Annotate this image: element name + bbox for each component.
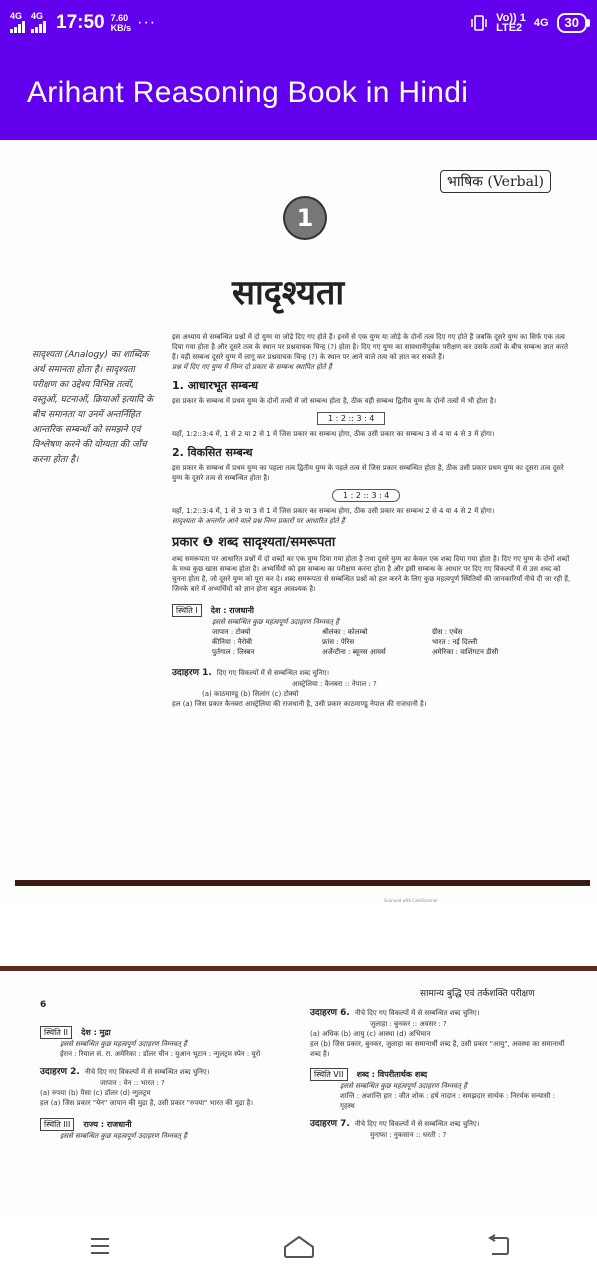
- developed-ratio-diagram: 1 : 2 :: 3 : 4: [332, 489, 400, 502]
- sim1-label: 4G: [10, 11, 23, 21]
- page2-right-column: [310, 1000, 570, 1140]
- scanner-watermark: Scanned with CamScanner: [384, 898, 438, 903]
- volte-top: Vo)) 1: [496, 11, 526, 24]
- menu-icon: [87, 1233, 113, 1259]
- app-bar: [0, 45, 597, 140]
- recent-apps-button[interactable]: [80, 1226, 120, 1266]
- example2-label: उदाहरण 2.: [40, 1067, 80, 1077]
- home-icon: [282, 1233, 316, 1259]
- example7-question: नीचे दिए गए विकल्पों में से सम्बन्धित शब्द चुनिए।: [354, 1120, 480, 1128]
- example1-label: उदाहरण 1.: [172, 668, 212, 678]
- scanned-content[interactable]: [0, 140, 597, 1212]
- situation1-title: देश : राजधानी: [210, 606, 255, 615]
- page2-number: 6: [40, 1000, 47, 1010]
- example2-question: नीचे दिए गए विकल्पों में से सम्बन्धित शब्द चुनिए।: [84, 1068, 210, 1076]
- basic-relation-text: इस प्रकार के सम्बन्ध में प्रथम युग्म के दोनों तत्वों में जो सम्बन्ध होता है, ठीक वही सम्बन्ध द्वितीय युग्म के दोनों तत्वों में भी होता है।: [172, 397, 497, 405]
- page2-left-column: [40, 1020, 290, 1141]
- page-bottom-rule: [15, 880, 590, 886]
- example1-question: दिए गए विकल्पों में से सम्बन्धित शब्द चुनिए।: [216, 669, 330, 677]
- example2-pair: जापान : येन :: भारत : ?: [100, 1079, 165, 1087]
- app-title: Arihant Reasoning Book in Hindi: [27, 75, 469, 109]
- example-item: ग्रीस : एथेंस: [432, 628, 463, 636]
- speed-value: 7.60: [110, 12, 129, 23]
- heading-basic-relation: 1. आधारभूत सम्बन्ध: [172, 379, 258, 392]
- situation3-title: राज्य : राजधानी: [83, 1120, 132, 1129]
- chapter-number: 1: [285, 198, 325, 238]
- example-item: जापान : टोक्यो: [212, 628, 251, 636]
- example7-pair: मुनाफा : नुकसान :: धरती : ?: [370, 1131, 447, 1139]
- sim2-label: 4G: [31, 11, 44, 21]
- example-item: फ्रांस : पेरिस: [322, 638, 355, 646]
- situation3-note: इससे सम्बन्धित कुछ महत्वपूर्ण उदाहरण निम्नवत् हैं: [60, 1132, 187, 1140]
- status-bar: [0, 0, 597, 45]
- page-separator: [0, 966, 597, 971]
- section-label: भाषिक (Verbal): [440, 170, 551, 193]
- battery-icon: 30: [557, 13, 587, 33]
- example1-pair: आस्ट्रेलिया : कैनबरा :: नेपाल : ?: [292, 680, 377, 688]
- vibrate-icon: [470, 14, 488, 32]
- chapter-title: सादृश्यता: [232, 273, 345, 313]
- situation2-label: स्थिति II: [40, 1026, 72, 1039]
- example-item: अर्जेन्टीना : ब्यूनस आयर्स: [322, 648, 386, 656]
- signal-sim2-icon: [31, 12, 46, 33]
- intro-column: [172, 332, 572, 709]
- situation7-label: स्थिति VII: [310, 1068, 348, 1081]
- situation2-title: देश : मुद्रा: [81, 1028, 111, 1037]
- volte-bottom: LTE2: [496, 21, 523, 34]
- speed-unit: KB/s: [110, 22, 132, 33]
- example1-options: (a) काठमाण्डू (b) सिलांग (c) टोक्यो: [202, 690, 299, 698]
- example6-label: उदाहरण 6.: [310, 1008, 350, 1018]
- basic-relation-explain: यहाँ, 1:2::3:4 में, 1 से 2 या 2 से 1 में जिस प्रकार का सम्बन्ध होगा, ठीक उसी प्रकार का सम्बन्ध 3 से 4 या 4 से 3 में होगा।: [172, 430, 495, 438]
- example-item: कीनिया : नैरोबी: [212, 638, 252, 646]
- example6-pair: जुलाहा : बुनकर :: अवसर : ?: [370, 1020, 447, 1028]
- heading-type1: प्रकार ❶ शब्द सादृश्यता/समरूपता: [172, 535, 336, 550]
- situation7-examples: शान्ति : अशान्ति हार : जीत शोक : हर्ष नादान : समझदार सार्थक : निरर्थक सन्यासी : गृहस्थ: [340, 1092, 556, 1110]
- example-item: श्रीलंका : कोलम्बो: [322, 628, 368, 636]
- intro-text: इस अध्याय से सम्बन्धित प्रश्नों में दो युग्म या जोड़े दिए गए होते हैं। इनमें से एक युग्म या जोड़े के दोनों तत्व दिए गए होते हैं जबकि दूसरे युग्म का सिर्फ एक तत्व दिया गया होता है और दूसरे तत्व के स्थान पर प्रश्नवाचक चिन्ह (?) होता है। दिए गए युग्म का सावधानीपूर्वक परीक्षण कर उसके तत्वों के बीच सम्बन्ध ज्ञात करते हैं। यही सम्बन्ध दूसरे युग्म में लागू कर प्रश्नवाचक चिन्ह (?) के स्थान पर आने वाले तत्व को ज्ञात कर सकते हैं।: [172, 333, 568, 361]
- situation3-label: स्थिति III: [40, 1118, 74, 1131]
- back-button[interactable]: [478, 1226, 518, 1266]
- example7-label: उदाहरण 7.: [310, 1119, 350, 1129]
- home-button[interactable]: [279, 1226, 319, 1266]
- example6-options: (a) अधिक (b) आयु (c) आस्था (d) अभिमान: [310, 1030, 431, 1038]
- basic-ratio-diagram: 1 : 2 :: 3 : 4: [317, 412, 385, 425]
- page-1: [0, 140, 597, 903]
- example1-solution: हल (a) जिस प्रकार कैनबरा आस्ट्रेलिया की राजधानी है, उसी प्रकार काठमाण्डू नेपाल की राजधानी है।: [172, 700, 427, 708]
- developed-relation-explain: यहाँ, 1:2::3:4 में, 1 से 3 या 3 से 1 में जिस प्रकार का सम्बन्ध होगा, ठीक उसी प्रकार का सम्बन्ध 2 से 4 या 4 से 2 में होगा।: [172, 507, 495, 515]
- example-item: अमेरिका : वाशिंगटन डीसी: [432, 648, 499, 656]
- clock: 17:50: [56, 11, 105, 33]
- network-speed: [111, 13, 132, 33]
- situation2-examples: ईरान : रियाल सं. रा. अमेरिका : डॉलर चीन : युआन भूटान : न्गुलट्रम स्पेन : यूरो: [60, 1050, 261, 1058]
- example-item: भारत : नई दिल्ली: [432, 638, 478, 646]
- page-2: [0, 980, 597, 1212]
- example2-solution: हल (a) जिस प्रकार "येन" जापान की मुद्रा है, उसी प्रकार "रुपया" भारत की मुद्रा है।: [40, 1099, 254, 1107]
- example6-question: नीचे दिए गए विकल्पों में से सम्बन्धित शब्द चुनिए।: [354, 1009, 480, 1017]
- types-note: सादृश्यता के अन्तर्गत आने वाले प्रश्न निम्न प्रकारों पर आधारित होते हैं: [172, 517, 345, 525]
- type1-text: शब्द समरूपता पर आधारित प्रश्नों में दो शब्दों का एक युग्म दिया गया होता है तथा दूसरे युग्म का केवल एक शब्द दिया गया होता है। दिए गए युग्म के दोनों शब्दों के मध्य कुछ खास सम्बन्ध होता है। अभ्यर्थियों को इस सम्बन्ध का परीक्षण करना होता है और इसी सम्बन्ध के आधार पर दिए गए विकल्पों में से उस शब्द को चुनना होता है, जो दूसरे युग्म को पूरा कर दे। शब्द समरूपता से सम्बन्धित प्रश्नों को हल करने के लिए कुछ महत्वपूर्ण स्थितियों की जानकारियाँ नीचे दी जा रही हैं, जिनके बारे में अभ्यर्थियों को ज्ञान होना बहुत आवश्यक है।: [172, 555, 571, 593]
- signal-sim1-icon: [10, 12, 25, 33]
- side-note: सादृश्यता (Analogy) का शाब्दिक अर्थ समानता होता है। सादृश्यता परीक्षण का उद्देश्य विभिन्न तत्वों, वस्तुओं, घटनाओं, क्रियाओं इत्यादि के बीच समानता या उनमें अन्तर्निहित आन्तरिक सम्बन्धों को समझने एवं विश्लेषण करने की योग्यता की जाँच करना होता है।: [32, 350, 153, 465]
- example2-options: (a) रुपया (b) पैसा (c) डॉलर (d) न्गुलट्रम: [40, 1089, 151, 1097]
- developed-relation-text: इस प्रकार के सम्बन्ध में प्रथम युग्म का पहला तत्व द्वितीय युग्म के पहले तत्व से जिस प्रकार सम्बन्धित होता है, ठीक उसी प्रकार प्रथम युग्म का दूसरा तत्व दूसरे युग्म के दूसरे तत्व से सम्बन्धित होता है।: [172, 464, 564, 482]
- example6-solution: हल (b) जिस प्रकार, बुनकर, जुलाहा का समानार्थी शब्द है, उसी प्रकार "आयु", अवस्था का समानार्थी शब्द है।: [310, 1040, 565, 1058]
- example-item: पुर्तगाल : लिस्बन: [212, 648, 255, 656]
- page2-header: सामान्य बुद्धि एवं तर्कशक्ति परीक्षण: [420, 989, 535, 999]
- back-icon: [484, 1233, 512, 1259]
- heading-developed-relation: 2. विकसित सम्बन्ध: [172, 446, 253, 459]
- situation1-note: इससे सम्बन्धित कुछ महत्वपूर्ण उदाहरण निम्नवत् हैं: [212, 618, 339, 626]
- intro-note: प्रश्न में दिए गए युग्म में निम्न दो प्रकार के सम्बन्ध स्थापित होते हैं: [172, 363, 332, 371]
- navigation-bar: [0, 1212, 597, 1280]
- more-notifications-icon: ···: [137, 13, 157, 31]
- situation2-note: इससे सम्बन्धित कुछ महत्वपूर्ण उदाहरण निम्नवत् हैं: [60, 1040, 187, 1048]
- network-type: 4G: [533, 16, 549, 29]
- volte-indicator: [496, 13, 526, 33]
- situation7-title: शब्द : विपरीतार्थक शब्द: [356, 1070, 428, 1079]
- situation1-label: स्थिति I: [172, 604, 202, 617]
- situation1-examples: [212, 627, 542, 657]
- situation7-note: इससे सम्बन्धित कुछ महत्वपूर्ण उदाहरण निम्नवत् हैं: [340, 1082, 467, 1090]
